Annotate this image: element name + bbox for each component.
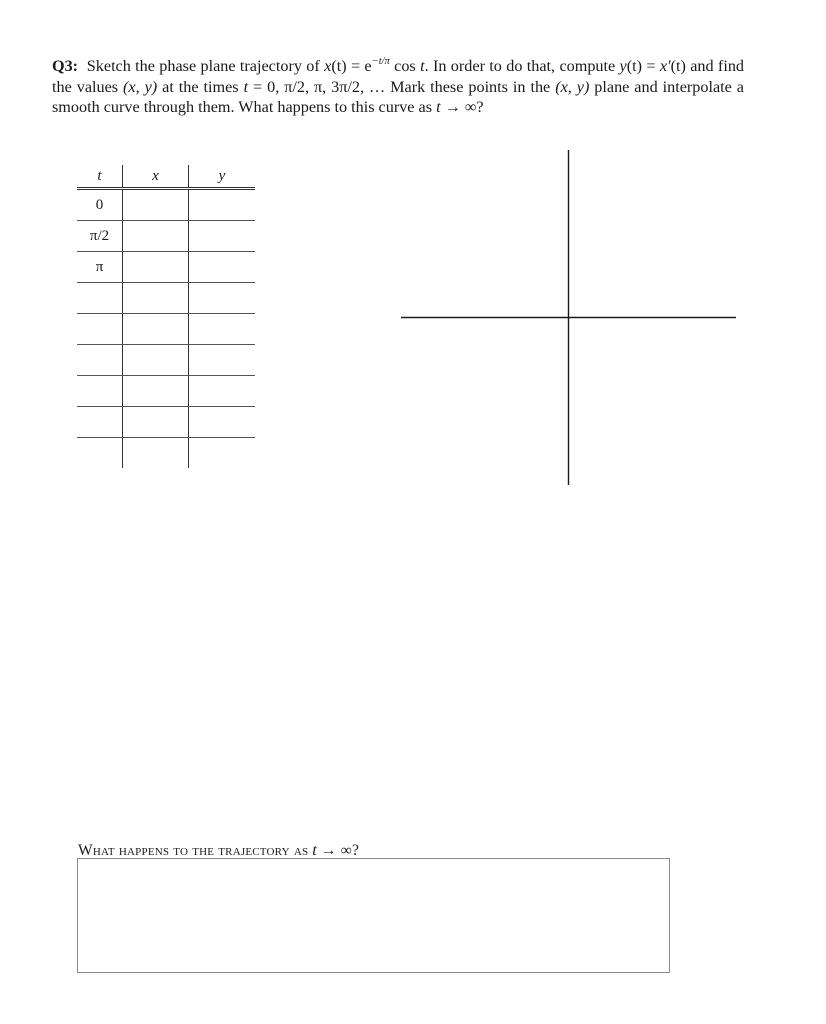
math-xy: (x, y) [555,77,590,96]
cell-x[interactable] [123,252,189,283]
math-times: = 0, π/2, π, 3π/2, … [248,77,386,96]
cell-x[interactable] [123,314,189,345]
table-row [77,345,255,376]
cell-y[interactable] [189,345,256,376]
table-row [77,314,255,345]
table-row [77,376,255,407]
answer-label-text: What happens to the trajectory as [78,842,309,859]
table-row [77,221,255,252]
math-exponent: −t/π [371,55,390,67]
cell-x[interactable] [123,189,189,221]
cell-x[interactable] [123,407,189,438]
math-t: t [436,98,441,116]
table-row [77,438,255,469]
cell-y[interactable] [189,407,256,438]
header-y: y [189,165,256,189]
cell-x[interactable] [123,376,189,407]
cell-x[interactable] [123,438,189,469]
math-y: y [619,57,627,75]
cell-t[interactable] [77,345,123,376]
cell-t[interactable] [77,314,123,345]
cell-y[interactable] [189,376,256,407]
cell-t[interactable] [77,438,123,469]
cell-y[interactable] [189,283,256,314]
cell-x[interactable] [123,283,189,314]
table-row [77,407,255,438]
question-part: . In order to do that, compute [424,57,620,75]
math-x: x [324,57,332,75]
table-row [77,283,255,314]
math-paren: (t) [670,57,686,75]
cell-y[interactable] [189,189,256,221]
cell-t[interactable] [77,283,123,314]
header-x: x [123,165,189,189]
question-part: at the times [157,77,244,96]
table-header-row [77,165,255,189]
math-cos: cos [389,57,421,75]
cell-t[interactable]: π [77,252,123,283]
cell-y[interactable] [189,221,256,252]
cell-t[interactable] [77,376,123,407]
values-table [77,165,255,468]
cell-t[interactable] [77,407,123,438]
math-paren: (t) [626,57,643,75]
question-label: Q3: [52,57,79,75]
cell-t[interactable]: 0 [77,189,123,221]
question-part: plane and interpolate a smooth curve through them. What happens to this curve as [52,77,744,116]
answer-label-limit: → ∞? [316,842,360,859]
table-row [77,189,255,221]
math-eq: = [642,57,660,75]
math-x-prime: x′ [659,57,671,75]
cell-t[interactable]: π/2 [77,221,123,252]
table-row [77,252,255,283]
question-text [52,56,744,118]
header-t: t [77,165,123,189]
cell-y[interactable] [189,314,256,345]
math-t: t [420,57,425,75]
question-part: and find the values [52,57,745,96]
question-part: Sketch the phase plane trajectory of [86,57,325,75]
answer-box[interactable] [77,858,670,973]
math-eq: = e [346,57,372,75]
math-limit: → ∞? [440,98,484,116]
phase-plane-axes[interactable] [400,150,736,485]
question-part: Mark these points in the [385,77,556,96]
cell-y[interactable] [189,438,256,469]
cell-y[interactable] [189,252,256,283]
math-paren: (t) [331,57,347,75]
math-t: t [243,77,249,96]
math-xy: (x, y) [123,77,158,96]
cell-x[interactable] [123,345,189,376]
cell-x[interactable] [123,221,189,252]
answer-label-t: t [312,842,317,859]
